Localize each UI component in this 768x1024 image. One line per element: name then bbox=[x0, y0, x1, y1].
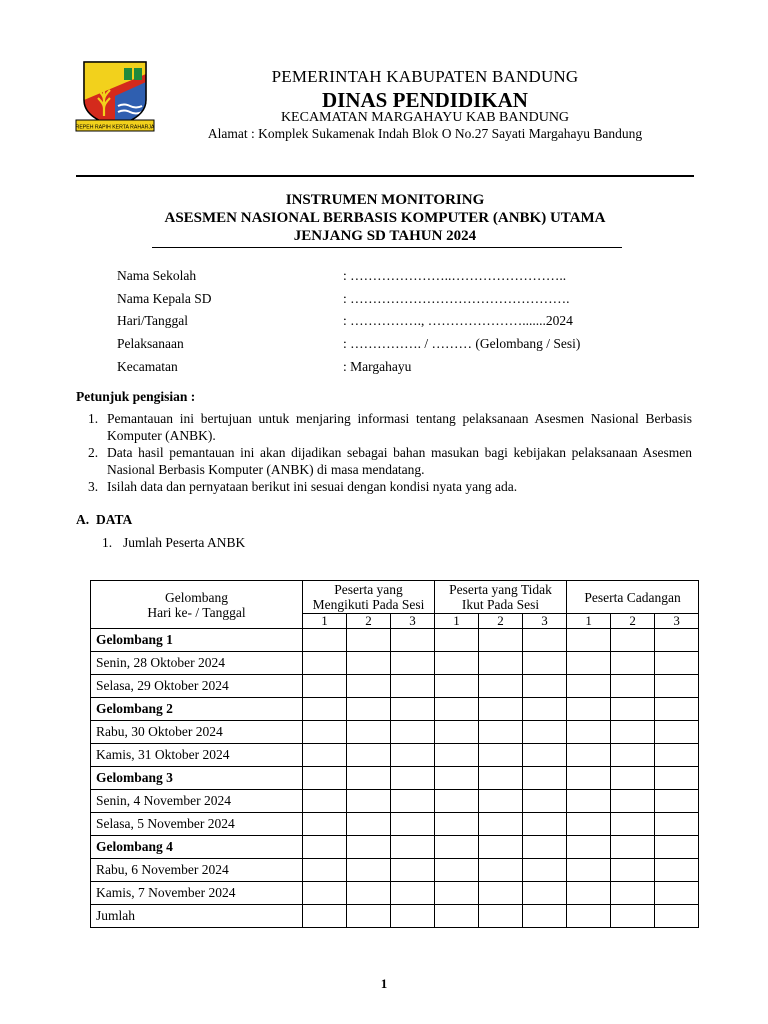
table-input-cell[interactable] bbox=[479, 721, 523, 744]
table-input-cell[interactable] bbox=[347, 629, 391, 652]
table-input-cell[interactable] bbox=[567, 629, 611, 652]
table-input-cell[interactable] bbox=[523, 813, 567, 836]
coat-of-arms-icon bbox=[74, 60, 156, 134]
table-input-cell[interactable] bbox=[655, 836, 699, 859]
table-input-cell[interactable] bbox=[523, 675, 567, 698]
column-header-reserve bbox=[567, 581, 699, 614]
table-input-cell[interactable] bbox=[567, 675, 611, 698]
table-input-cell[interactable] bbox=[611, 675, 655, 698]
table-input-cell[interactable] bbox=[303, 698, 347, 721]
table-input-cell[interactable] bbox=[479, 767, 523, 790]
table-input-cell[interactable] bbox=[303, 744, 347, 767]
row-label: Senin, 4 November 2024 bbox=[91, 790, 303, 813]
page-number: 1 bbox=[380, 976, 388, 991]
table-group-row bbox=[91, 767, 699, 790]
table-input-cell[interactable] bbox=[523, 744, 567, 767]
instruction-text: Isilah data dan pernyataan berikut ini sesuai dengan kondisi nyata yang ada. bbox=[107, 479, 518, 494]
logo-motto: REPEH RAPIH KERTA RAHARJA bbox=[75, 124, 155, 131]
session-number: 3 bbox=[523, 614, 567, 629]
table-input-cell[interactable] bbox=[611, 652, 655, 675]
table-input-cell[interactable] bbox=[303, 652, 347, 675]
instruction-item bbox=[88, 410, 692, 444]
table-input-cell[interactable] bbox=[347, 652, 391, 675]
header-department: DINAS PENDIDIKAN bbox=[322, 88, 528, 112]
document-title-line2: ASESMEN NASIONAL BERBASIS KOMPUTER (ANBK) UTAMA bbox=[164, 210, 606, 226]
table-input-cell[interactable] bbox=[435, 790, 479, 813]
table-input-cell[interactable] bbox=[611, 790, 655, 813]
table-input-cell[interactable] bbox=[303, 882, 347, 905]
table-input-cell[interactable] bbox=[523, 721, 567, 744]
table-row bbox=[91, 675, 699, 698]
table-input-cell[interactable] bbox=[479, 836, 523, 859]
table-row bbox=[91, 813, 699, 836]
table-input-cell[interactable] bbox=[655, 767, 699, 790]
column-header-attending bbox=[303, 581, 435, 614]
header-line: Hari ke- / Tanggal bbox=[147, 604, 246, 620]
table-input-cell[interactable] bbox=[567, 652, 611, 675]
row-label: Selasa, 29 Oktober 2024 bbox=[91, 675, 303, 698]
table-input-cell[interactable] bbox=[479, 813, 523, 836]
table-input-cell[interactable] bbox=[523, 859, 567, 882]
table-input-cell[interactable] bbox=[567, 836, 611, 859]
table-input-cell[interactable] bbox=[479, 859, 523, 882]
table-input-cell[interactable] bbox=[391, 698, 435, 721]
table-input-cell[interactable] bbox=[391, 675, 435, 698]
header-address: Alamat : Komplek Sukamenak Indah Blok O No.27 Sayati Margahayu Bandung bbox=[207, 126, 643, 141]
table-input-cell[interactable] bbox=[391, 629, 435, 652]
table-input-cell[interactable] bbox=[523, 905, 567, 928]
row-label: Gelombang 4 bbox=[91, 836, 303, 859]
table-input-cell[interactable] bbox=[611, 836, 655, 859]
table-input-cell[interactable] bbox=[655, 790, 699, 813]
info-label: Nama Kepala SD bbox=[117, 291, 212, 306]
table-input-cell[interactable] bbox=[303, 629, 347, 652]
document-title-line1: INSTRUMEN MONITORING bbox=[285, 192, 485, 208]
table-input-cell[interactable] bbox=[391, 721, 435, 744]
header-divider bbox=[76, 175, 694, 177]
table-row bbox=[91, 905, 699, 928]
table-input-cell[interactable] bbox=[479, 629, 523, 652]
table-input-cell[interactable] bbox=[479, 675, 523, 698]
table-input-cell[interactable] bbox=[435, 675, 479, 698]
subsection-title: Jumlah Peserta ANBK bbox=[123, 535, 246, 550]
session-number: 1 bbox=[435, 614, 479, 629]
table-input-cell[interactable] bbox=[567, 905, 611, 928]
table-input-cell[interactable] bbox=[523, 790, 567, 813]
info-principal-name bbox=[117, 291, 677, 313]
table-input-cell[interactable] bbox=[435, 836, 479, 859]
table-input-cell[interactable] bbox=[391, 905, 435, 928]
column-header-absent bbox=[435, 581, 567, 614]
table-input-cell[interactable] bbox=[655, 698, 699, 721]
table-input-cell[interactable] bbox=[303, 859, 347, 882]
header-line: Gelombang bbox=[165, 589, 228, 605]
table-input-cell[interactable] bbox=[347, 836, 391, 859]
table-input-cell[interactable] bbox=[567, 744, 611, 767]
header-government: PEMERINTAH KABUPATEN BANDUNG bbox=[271, 67, 579, 86]
table-row bbox=[91, 882, 699, 905]
table-input-cell[interactable] bbox=[479, 698, 523, 721]
info-subdistrict bbox=[117, 359, 677, 381]
table-input-cell[interactable] bbox=[347, 859, 391, 882]
table-input-cell[interactable] bbox=[611, 767, 655, 790]
subsection-number: 1. bbox=[102, 535, 113, 550]
table-input-cell[interactable] bbox=[347, 675, 391, 698]
info-value: : ……………., ………………….......2024 bbox=[343, 313, 573, 328]
table-input-cell[interactable] bbox=[347, 721, 391, 744]
session-number: 3 bbox=[391, 614, 435, 629]
table-input-cell[interactable] bbox=[347, 744, 391, 767]
info-implementation bbox=[117, 336, 677, 358]
table-input-cell[interactable] bbox=[435, 721, 479, 744]
info-label: Nama Sekolah bbox=[117, 268, 197, 283]
table-input-cell[interactable] bbox=[347, 905, 391, 928]
table-input-cell[interactable] bbox=[303, 836, 347, 859]
session-number: 2 bbox=[347, 614, 391, 629]
instruction-number: 3. bbox=[88, 479, 99, 494]
table-input-cell[interactable] bbox=[523, 629, 567, 652]
column-header-gelombang bbox=[91, 581, 303, 629]
table-row bbox=[91, 744, 699, 767]
section-letter: A. bbox=[76, 512, 90, 527]
table-row bbox=[91, 652, 699, 675]
table-input-cell[interactable] bbox=[435, 813, 479, 836]
table-input-cell[interactable] bbox=[435, 698, 479, 721]
row-label: Selasa, 5 November 2024 bbox=[91, 813, 303, 836]
table-input-cell[interactable] bbox=[435, 905, 479, 928]
session-number: 2 bbox=[479, 614, 523, 629]
table-input-cell[interactable] bbox=[435, 859, 479, 882]
table-input-cell[interactable] bbox=[611, 859, 655, 882]
instruction-number: 2. bbox=[88, 445, 99, 460]
instruction-item bbox=[88, 444, 692, 478]
table-input-cell[interactable] bbox=[303, 813, 347, 836]
table-input-cell[interactable] bbox=[655, 675, 699, 698]
table-input-cell[interactable] bbox=[347, 698, 391, 721]
info-label: Kecamatan bbox=[117, 359, 178, 374]
table-input-cell[interactable] bbox=[479, 790, 523, 813]
table-input-cell[interactable] bbox=[523, 652, 567, 675]
info-value: : …………………..…………………….. bbox=[343, 268, 567, 283]
instruction-number: 1. bbox=[88, 411, 99, 426]
table-input-cell[interactable] bbox=[655, 905, 699, 928]
section-title: DATA bbox=[96, 512, 133, 527]
table-input-cell[interactable] bbox=[567, 790, 611, 813]
table-input-cell[interactable] bbox=[479, 652, 523, 675]
table-input-cell[interactable] bbox=[523, 698, 567, 721]
table-input-cell[interactable] bbox=[303, 721, 347, 744]
session-number: 1 bbox=[303, 614, 347, 629]
title-underline bbox=[152, 247, 622, 248]
row-label: Senin, 28 Oktober 2024 bbox=[91, 652, 303, 675]
table-input-cell[interactable] bbox=[567, 813, 611, 836]
header-district: KECAMATAN MARGAHAYU KAB BANDUNG bbox=[280, 110, 570, 125]
table-input-cell[interactable] bbox=[611, 882, 655, 905]
table-input-cell[interactable] bbox=[435, 767, 479, 790]
table-group-row bbox=[91, 629, 699, 652]
instruction-list bbox=[88, 410, 692, 495]
table-input-cell[interactable] bbox=[303, 767, 347, 790]
table-input-cell[interactable] bbox=[347, 882, 391, 905]
header-line: Peserta Cadangan bbox=[584, 589, 681, 605]
table-input-cell[interactable] bbox=[347, 813, 391, 836]
table-input-cell[interactable] bbox=[655, 882, 699, 905]
table-input-cell[interactable] bbox=[655, 721, 699, 744]
table-row bbox=[91, 721, 699, 744]
table-input-cell[interactable] bbox=[347, 767, 391, 790]
instructions-title: Petunjuk pengisian : bbox=[76, 389, 196, 404]
table-group-row bbox=[91, 836, 699, 859]
table-input-cell[interactable] bbox=[435, 882, 479, 905]
instruction-text: Data hasil pemantauan ini akan dijadikan sebagai bahan masukan bagi kebijakan pelaksanaan Asesmen Nasional Berbasis Komputer (ANBK) di masa mendatang. bbox=[107, 445, 692, 477]
table-row bbox=[91, 790, 699, 813]
table-row bbox=[91, 859, 699, 882]
table-input-cell[interactable] bbox=[479, 882, 523, 905]
table-input-cell[interactable] bbox=[567, 767, 611, 790]
table-input-cell[interactable] bbox=[655, 813, 699, 836]
table-input-cell[interactable] bbox=[523, 882, 567, 905]
table-input-cell[interactable] bbox=[655, 744, 699, 767]
row-label: Gelombang 1 bbox=[91, 629, 303, 652]
session-number: 1 bbox=[567, 614, 611, 629]
table-input-cell[interactable] bbox=[391, 882, 435, 905]
table-input-cell[interactable] bbox=[655, 652, 699, 675]
info-label: Hari/Tanggal bbox=[117, 313, 189, 328]
info-school-name bbox=[117, 268, 677, 290]
table-input-cell[interactable] bbox=[391, 836, 435, 859]
table-input-cell[interactable] bbox=[347, 790, 391, 813]
table-input-cell[interactable] bbox=[567, 882, 611, 905]
session-number: 2 bbox=[611, 614, 655, 629]
table-input-cell[interactable] bbox=[391, 813, 435, 836]
info-value: : Margahayu bbox=[343, 359, 412, 374]
table-group-row bbox=[91, 698, 699, 721]
header-line: Peserta yang Tidak bbox=[449, 582, 552, 597]
info-value: : ……………. / ……… (Gelombang / Sesi) bbox=[343, 336, 581, 351]
table-input-cell[interactable] bbox=[391, 859, 435, 882]
document-title-line3: JENJANG SD TAHUN 2024 bbox=[293, 228, 477, 244]
table-input-cell[interactable] bbox=[523, 767, 567, 790]
row-label: Rabu, 30 Oktober 2024 bbox=[91, 721, 303, 744]
row-label: Jumlah bbox=[91, 905, 303, 928]
table-input-cell[interactable] bbox=[567, 859, 611, 882]
info-day-date bbox=[117, 313, 677, 335]
table-input-cell[interactable] bbox=[655, 859, 699, 882]
row-label: Kamis, 31 Oktober 2024 bbox=[91, 744, 303, 767]
table-input-cell[interactable] bbox=[303, 675, 347, 698]
info-value: : …………………………………………. bbox=[343, 291, 570, 306]
info-label: Pelaksanaan bbox=[117, 336, 184, 351]
table-input-cell[interactable] bbox=[303, 905, 347, 928]
table-input-cell[interactable] bbox=[391, 767, 435, 790]
table-input-cell[interactable] bbox=[523, 836, 567, 859]
table-input-cell[interactable] bbox=[479, 905, 523, 928]
table-input-cell[interactable] bbox=[435, 652, 479, 675]
table-input-cell[interactable] bbox=[611, 721, 655, 744]
session-number: 3 bbox=[655, 614, 699, 629]
table-input-cell[interactable] bbox=[303, 790, 347, 813]
table-input-cell[interactable] bbox=[655, 629, 699, 652]
table-input-cell[interactable] bbox=[611, 629, 655, 652]
table-input-cell[interactable] bbox=[391, 744, 435, 767]
table-input-cell[interactable] bbox=[611, 698, 655, 721]
participant-table bbox=[90, 580, 699, 928]
table-input-cell[interactable] bbox=[435, 629, 479, 652]
table-input-cell[interactable] bbox=[479, 744, 523, 767]
table-input-cell[interactable] bbox=[567, 721, 611, 744]
table-input-cell[interactable] bbox=[611, 905, 655, 928]
row-label: Rabu, 6 November 2024 bbox=[91, 859, 303, 882]
table-input-cell[interactable] bbox=[567, 698, 611, 721]
header-line: Peserta yang bbox=[334, 582, 403, 597]
table-input-cell[interactable] bbox=[611, 813, 655, 836]
instruction-text: Pemantauan ini bertujuan untuk menjaring informasi tentang pelaksanaan Asesmen Nasional Berbasis Komputer (ANBK). bbox=[107, 411, 692, 443]
table-input-cell[interactable] bbox=[391, 790, 435, 813]
table-input-cell[interactable] bbox=[391, 652, 435, 675]
kabupaten-bandung-logo bbox=[74, 60, 156, 134]
table-input-cell[interactable] bbox=[435, 744, 479, 767]
table-input-cell[interactable] bbox=[611, 744, 655, 767]
header-line: Ikut Pada Sesi bbox=[461, 597, 540, 612]
row-label: Gelombang 3 bbox=[91, 767, 303, 790]
instruction-item bbox=[88, 478, 692, 495]
table-header-row bbox=[91, 581, 699, 614]
row-label: Kamis, 7 November 2024 bbox=[91, 882, 303, 905]
header-line: Mengikuti Pada Sesi bbox=[312, 597, 425, 612]
row-label: Gelombang 2 bbox=[91, 698, 303, 721]
